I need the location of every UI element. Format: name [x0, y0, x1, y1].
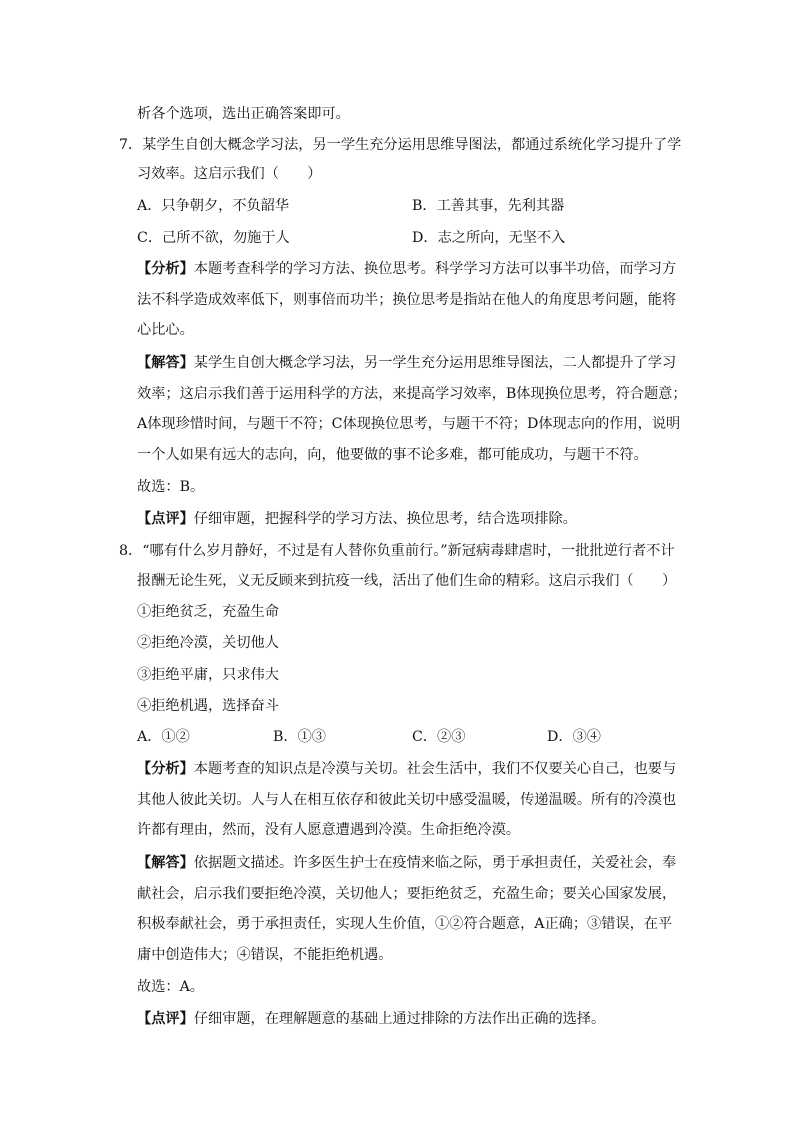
analysis-tag: 【分析】 — [137, 761, 194, 777]
q8-answer-line1 — [137, 853, 676, 873]
q7-analysis-line1 — [137, 259, 676, 279]
q8-stem-line1: 8．“哪有什么岁月静好，不过是有人替你负重前行。”新冠病毒肆虐时，一批批逆行者不计 — [119, 543, 675, 559]
q8-analysis-line2: 其他人彼此关切。人与人在相互依存和彼此关切中感受温暖，传递温暖。所有的冷漠也 — [137, 792, 677, 808]
q7-answer-line1 — [137, 353, 676, 373]
comment-tag: 【点评】 — [137, 511, 194, 527]
q7-option-d: D．志之所向，无坚不入 — [412, 230, 566, 246]
q8-analysis-line3: 许都有理由，然而，没有人愿意遭遇到冷漠。生命拒绝冷漠。 — [137, 822, 521, 838]
analysis-tag: 【分析】 — [137, 261, 194, 277]
q8-item-4: ④拒绝机遇，选择奋斗 — [137, 698, 279, 714]
q8-item-2: ②拒绝冷漠，关切他人 — [137, 635, 279, 651]
answer-tag: 【解答】 — [137, 855, 194, 871]
comment-tag: 【点评】 — [137, 1011, 194, 1027]
q7-option-a: A．只争朝夕，不负韶华 — [137, 198, 290, 214]
comment-text: 仔细审题，把握科学的学习方法、换位思考，结合选项排除。 — [193, 511, 577, 527]
q8-option-d: D．③④ — [547, 729, 601, 745]
answer-text: 依据题文描述。许多医生护士在疫情来临之际，勇于承担责任，关爱社会，奉 — [193, 855, 677, 871]
intro-tail: 析各个选项，选出正确答案即可。 — [137, 106, 350, 122]
q7-stem-line1: 7．某学生自创大概念学习法，另一学生充分运用思维导图法，都通过系统化学习提升了学 — [119, 137, 682, 153]
q8-option-b: B．①③ — [273, 729, 326, 745]
q7-answer-line3: A体现珍惜时间，与题干不符；C体现换位思考，与题干不符；D体现志向的作用，说明 — [137, 416, 681, 432]
q7-analysis-line2: 法不科学造成效率低下，则事倍而功半；换位思考是指站在他人的角度思考问题，能将 — [137, 292, 677, 308]
q7-answer-line4: 一个人如果有远大的志向，向，他要做的事不论多难，都可能成功，与题干不符。 — [137, 447, 648, 463]
analysis-text: 本题考查科学的学习方法、换位思考。科学学习方法可以事半功倍，而学习方 — [193, 261, 677, 277]
q7-answer-line2: 效率；这启示我们善于运用科学的方法，来提高学习效率，B体现换位思考，符合题意； — [137, 386, 687, 402]
q7-option-b: B．工善其事，先利其器 — [412, 198, 565, 214]
q7-analysis-line3: 心比心。 — [137, 322, 194, 338]
q8-stem-line2: 报酬无论生死，义无反顾来到抗疫一线，活出了他们生命的精彩。这启示我们（ ） — [137, 573, 677, 589]
q8-answer-line4: 庸中创造伟大；④错误，不能拒绝机遇。 — [137, 947, 393, 963]
q7-stem-line2: 习效率。这启示我们（ ） — [137, 166, 322, 182]
answer-tag: 【解答】 — [137, 355, 194, 371]
q8-choice: 故选：A。 — [137, 979, 204, 995]
q8-analysis-line1 — [137, 759, 676, 779]
q8-answer-line2: 献社会，启示我们要拒绝冷漠，关切他人；要拒绝贫乏，充盈生命；要关心国家发展， — [137, 886, 677, 902]
q7-comment — [137, 509, 577, 529]
comment-text: 仔细审题，在理解题意的基础上通过排除的方法作出正确的选择。 — [193, 1011, 606, 1027]
q8-item-1: ①拒绝贫乏，充盈生命 — [137, 604, 279, 620]
q8-answer-line3: 积极奉献社会，勇于承担责任，实现人生价值，①②符合题意，A正确；③错误，在平 — [137, 916, 673, 932]
q8-comment — [137, 1009, 605, 1029]
q8-option-a: A．①② — [137, 729, 190, 745]
q8-option-c: C．②③ — [412, 729, 466, 745]
analysis-text: 本题考查的知识点是冷漠与关切。社会生活中，我们不仅要关心自己，也要与 — [193, 761, 677, 777]
answer-text: 某学生自创大概念学习法，另一学生充分运用思维导图法，二人都提升了学习 — [193, 355, 677, 371]
q7-option-c: C．己所不欲，勿施于人 — [137, 230, 290, 246]
q8-item-3: ③拒绝平庸，只求伟大 — [137, 667, 279, 683]
q7-choice: 故选：B。 — [137, 479, 205, 495]
